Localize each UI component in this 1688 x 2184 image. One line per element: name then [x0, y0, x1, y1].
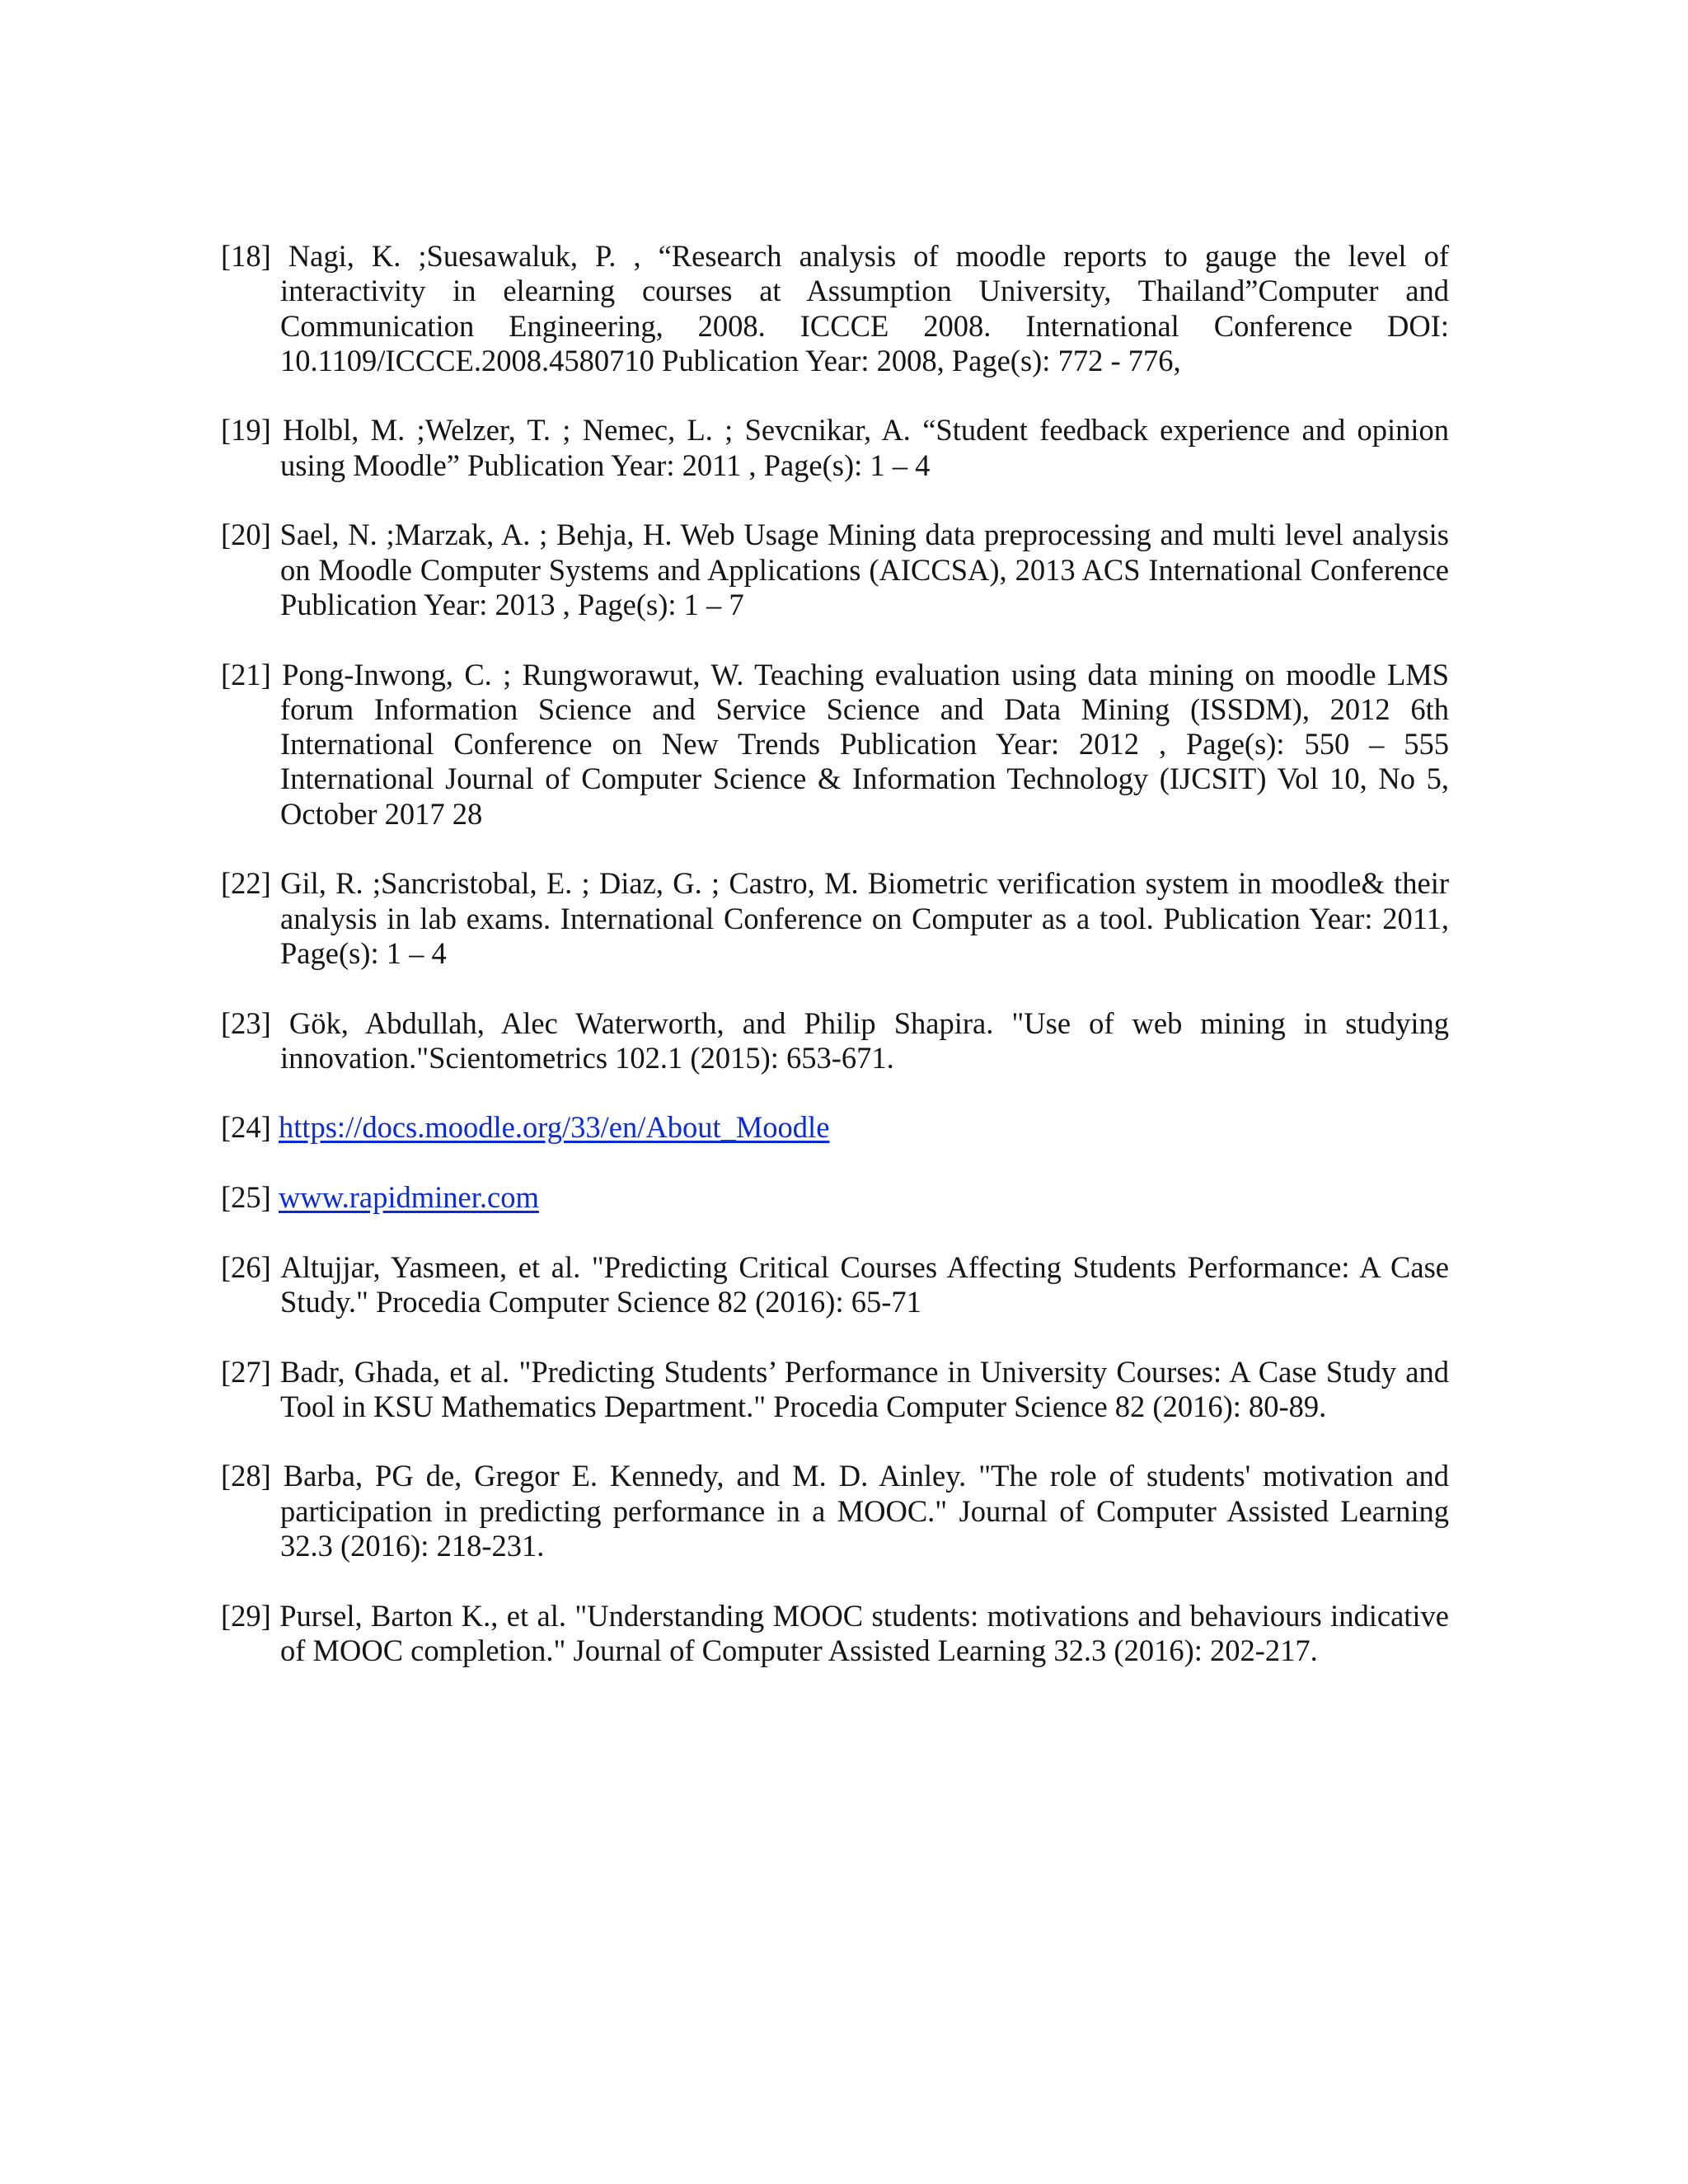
reference-item-18	[221, 239, 1449, 378]
reference-number: [29]	[221, 1598, 271, 1633]
reference-item-25	[221, 1180, 1449, 1215]
reference-item-28	[221, 1459, 1449, 1563]
reference-item-26	[221, 1250, 1449, 1320]
reference-text: Gök, Abdullah, Alec Waterworth, and Philip Shapira. "Use of web mining in studying innovation."Scientometrics 102.1 (2015): 653-671.	[280, 1005, 1450, 1075]
reference-number: [23]	[221, 1005, 271, 1040]
reference-text: Altujjar, Yasmeen, et al. "Predicting Critical Courses Affecting Students Performance: A Case Study." Procedia Computer Science 82 (2016): 65-71	[280, 1249, 1449, 1319]
reference-list	[221, 239, 1449, 1703]
reference-number: [26]	[221, 1249, 271, 1284]
reference-item-24	[221, 1110, 1449, 1145]
reference-item-29	[221, 1599, 1449, 1669]
reference-number: [28]	[221, 1459, 271, 1493]
reference-number: [24]	[221, 1110, 271, 1145]
reference-number: [27]	[221, 1354, 271, 1389]
reference-number: [19]	[221, 413, 271, 448]
reference-text: Nagi, K. ;Suesawaluk, P. , “Research analysis of moodle reports to gauge the level of interactivity in elearning courses at Assumption University, Thailand”Computer and Communication Engineering, 2008. ICCCE 2008. International Conference DOI: 10.1109/ICCCE.2008.4580710 Publication Year: 2008, Page(s): 772 - 776,	[280, 239, 1449, 377]
reference-text: Pursel, Barton K., et al. "Understanding MOOC students: motivations and behaviours indicative of MOOC completion." Journal of Computer Assisted Learning 32.3 (2016): 202-217.	[279, 1598, 1450, 1667]
moodle-docs-link[interactable]: https://docs.moodle.org/33/en/About_Moodle	[278, 1110, 830, 1145]
reference-number: [22]	[221, 866, 271, 901]
reference-text: Holbl, M. ;Welzer, T. ; Nemec, L. ; Sevcnikar, A. “Student feedback experience and opinion using Moodle” Publication Year: 2011 , Page(s): 1 – 4	[280, 413, 1450, 482]
reference-number: [20]	[221, 518, 271, 552]
reference-item-23	[221, 1006, 1449, 1076]
reference-item-27	[221, 1355, 1449, 1425]
reference-number: [25]	[221, 1180, 271, 1215]
reference-item-22	[221, 866, 1449, 971]
reference-number: [21]	[221, 657, 271, 691]
reference-text: Barba, PG de, Gregor E. Kennedy, and M. D. Ainley. "The role of students' motivation and participation in predicting performance in a MOOC." Journal of Computer Assisted Learning 32.3 (2016): 218-231.	[280, 1459, 1450, 1563]
reference-text: Badr, Ghada, et al. "Predicting Students’ Performance in University Courses: A Case Study and Tool in KSU Mathematics Department." Procedia Computer Science 82 (2016): 80-89.	[279, 1354, 1449, 1423]
rapidminer-link[interactable]: www.rapidminer.com	[278, 1180, 539, 1215]
reference-item-20	[221, 518, 1449, 622]
reference-number: [18]	[221, 239, 271, 273]
reference-text: Gil, R. ;Sancristobal, E. ; Diaz, G. ; Castro, M. Biometric verification system in moodle& their analysis in lab exams. International Conference on Computer as a tool. Publication Year: 2011, Page(s): 1 – 4	[280, 866, 1449, 970]
reference-text: Pong-Inwong, C. ; Rungworawut, W. Teaching evaluation using data mining on moodle LMS forum Information Science and Service Science and Data Mining (ISSDM), 2012 6th International Conference on New Trends Publication Year: 2012 , Page(s): 550 – 555 International Journal of Computer Science & Information Technology (IJCSIT) Vol 10, No 5, October 2017 28	[280, 657, 1450, 831]
reference-text: Sael, N. ;Marzak, A. ; Behja, H. Web Usage Mining data preprocessing and multi level analysis on Moodle Computer Systems and Applications (AICCSA), 2013 ACS International Conference Publication Year: 2013 , Page(s): 1 – 7	[279, 518, 1450, 621]
reference-item-21	[221, 658, 1449, 832]
reference-item-19	[221, 413, 1449, 483]
